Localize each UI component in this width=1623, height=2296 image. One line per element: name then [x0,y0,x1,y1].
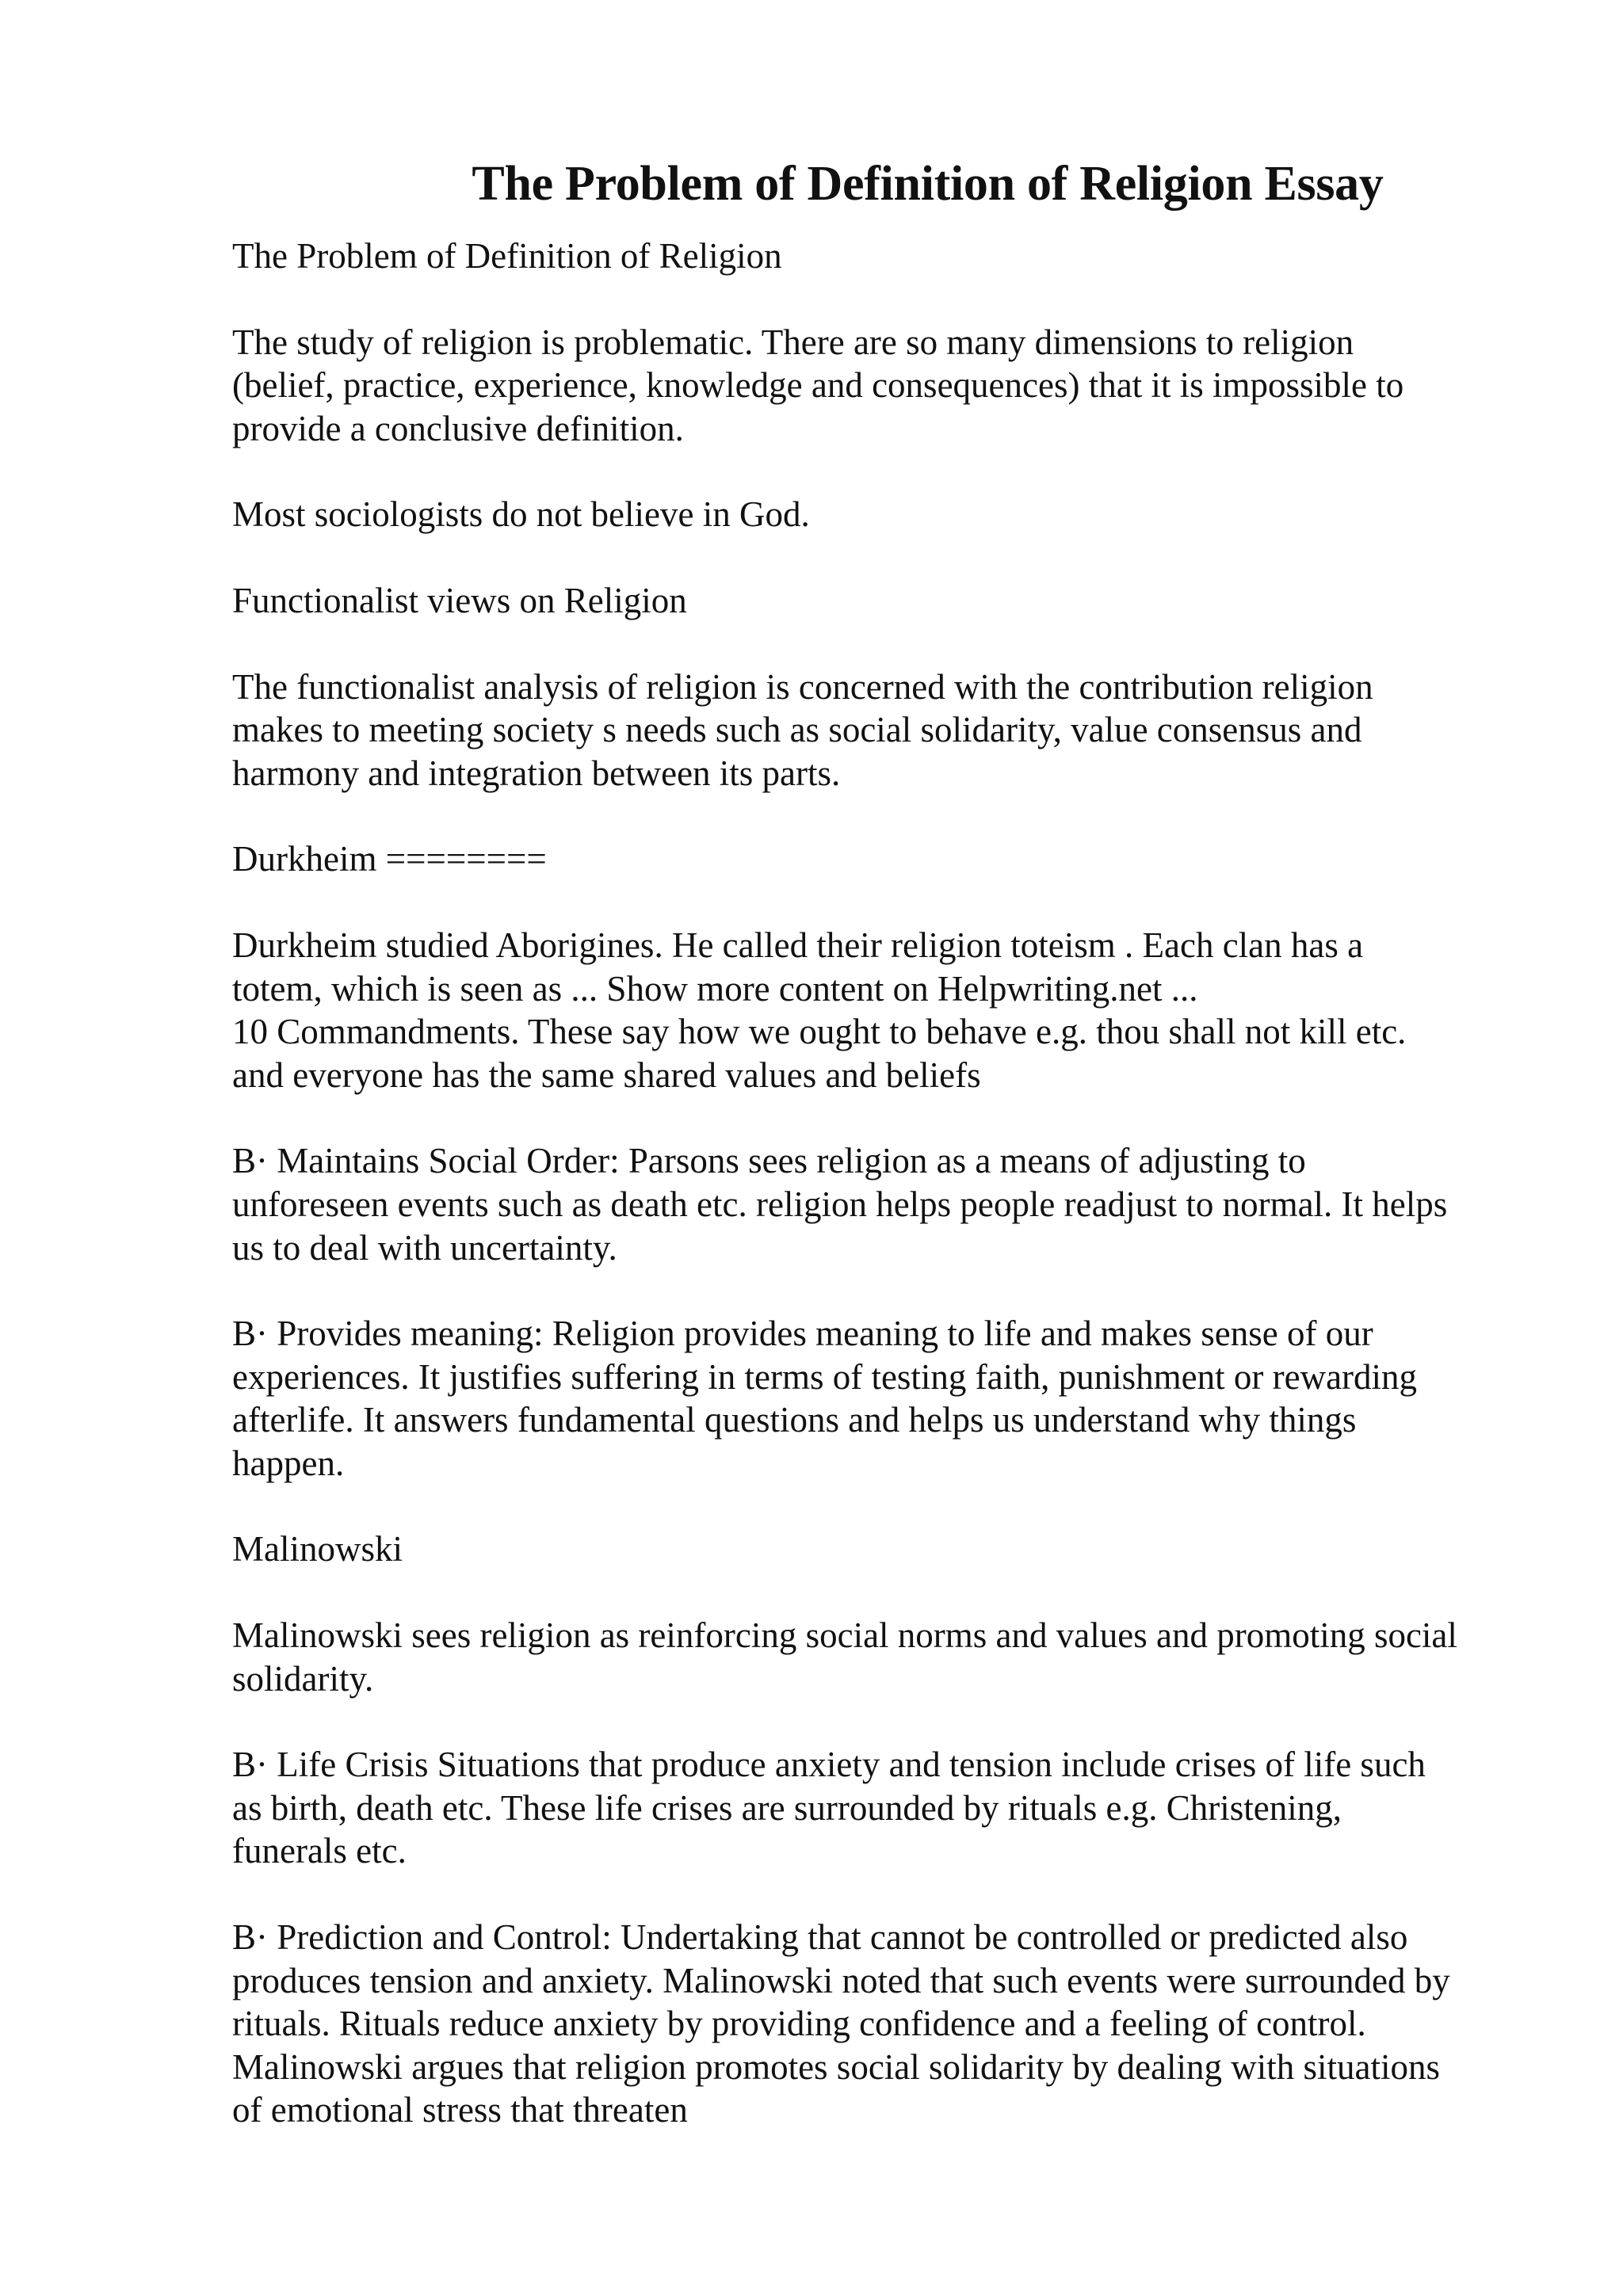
paragraph-gap [232,1485,1512,1527]
paragraph-gap [232,536,1512,579]
section-heading-definition: The Problem of Definition of Religion [232,236,782,276]
paragraph-gap [232,1097,1512,1139]
document-title-text: The Problem of Definition of Religion Essay [472,157,1384,211]
paragraph-functionalist-analysis: The functionalist analysis of religion is concerned with the contribution religion makes to meeting society s needs such as social solidarity, value consensus and harmony and integration between its parts. [232,666,1373,793]
paragraph-malinowski-norms: Malinowski sees religion as reinforcing social norms and values and promoting social solidarity. [232,1615,1457,1699]
paragraph-gap [232,623,1512,666]
paragraph-gap [232,1571,1512,1614]
paragraph-durkheim-aborigines: Durkheim studied Aborigines. He called their religion toteism . Each clan has a totem, which is seen as ... Show more content on Helpwriting.net ... 10 Commandments. These say how we ought to behave e.g. thou shall not kill etc. and everyone has the same shared values and beliefs [232,925,1407,1095]
paragraph-gap [232,881,1512,924]
paragraph-prediction-control: B· Prediction and Control: Undertaking that cannot be controlled or predicted also produces tension and anxiety. Malinowski noted that such events were surrounded by rituals. Rituals reduce anxiety by providing confidence and a feeling of control. Malinowski argues that religion promotes social solidarity by dealing with situations of emotional stress that threaten [232,1917,1450,2130]
paragraph-gap [232,795,1512,837]
paragraph-study-of-religion: The study of religion is problematic. There are so many dimensions to religion (belief, practice, experience, knowledge and consequences) that it is impossible to provide a conclusive definition. [232,322,1404,448]
section-heading-durkheim: Durkheim ======== [232,839,547,879]
document-title [0,152,1623,215]
paragraph-gap [232,1269,1512,1312]
section-heading-functionalist: Functionalist views on Religion [232,580,687,620]
paragraph-provides-meaning: B· Provides meaning: Religion provides meaning to life and makes sense of our experiences. It justifies suffering in terms of testing faith, punishment or rewarding afterlife. It answers fundamental questions and helps us understand why things happen. [232,1314,1418,1483]
paragraph-gap [232,1700,1512,1743]
section-heading-malinowski: Malinowski [232,1529,403,1569]
paragraph-social-order: B· Maintains Social Order: Parsons sees religion as a means of adjusting to unforeseen events such as death etc. religion helps people readjust to normal. It helps us to deal with uncertainty. [232,1141,1448,1268]
paragraph-life-crisis: B· Life Crisis Situations that produce anxiety and tension include crises of life such as birth, death etc. These life crises are surrounded by rituals e.g. Christening, funerals etc. [232,1745,1426,1871]
paragraph-gap [232,1873,1512,1916]
paragraph-gap [232,450,1512,493]
paragraph-sociologists: Most sociologists do not believe in God. [232,494,810,535]
paragraph-gap [232,278,1512,321]
